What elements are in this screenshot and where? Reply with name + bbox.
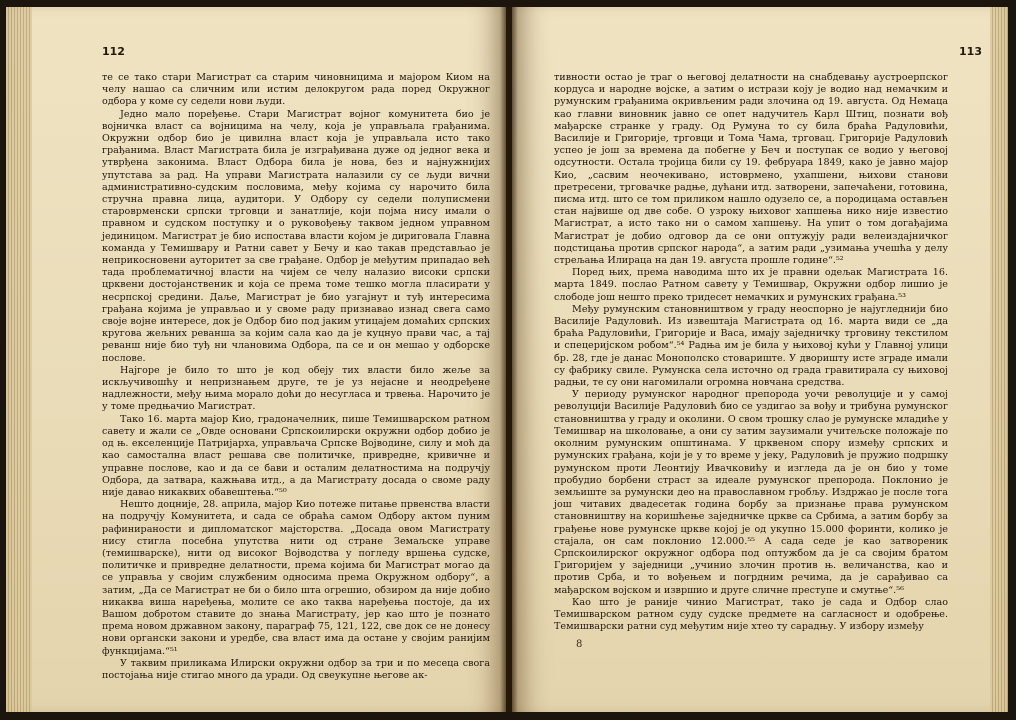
- paragraph: У таквим приликама Илирски окружни одбор за три и по месеца свога постојања није стигао много да уради. Од свеукупне његове ак-: [102, 657, 490, 681]
- paragraph: Тако 16. марта мајор Кио, градоначелник, пише Темишварском ратном савету и жали се „Овде основани Српскоилирски окружни одбор добио је од њ. екселенције Патријарха, управљача Српске Војводине, силу и моћ да као самостална власт решава све политичке, привредне, кривичне и управне послове, као и да се бави и осталим делатностима на подручју Одбора, да затвара, кажњава итд., а да Магистрату досада о своме раду није давао никаквих обавештења.“⁵⁰: [102, 413, 490, 498]
- signature-mark: 8: [576, 639, 583, 651]
- paragraph: Једно мало поређење. Стари Магистрат војног комунитета био је војничка власт са војницима на челу, која је управљала грађанима. Окружни одбор био је цивилна власт која је управљала исто тако грађанима. Власт Магистрата била је изграђивана дуже од једног века и утврђена законима. Власт Одбора била је нова, без и најнужнијих упутстава за рад. На управи Магистрата налазили су се људи вични административно-судским пословима, међу којима су нарочито била стручна правна лица, аудитори. У Одбору су седели полуписмени староврменски српски трговци и занатлије, који појма нису имали о правном и судском поступку и о руковођењу таквом једном управном јединицом. Магистрат је био испоставa власти којом је дириговала Главна команда у Темишвару и Ратни савет у Бечу и као такав представљао је неприкосновени ауторитет за све грађане. Одбор је међутим припадао већ тада проблематичној власти на чијем се челу налазио високи српски црквени достојанственик и која се према томе тешко могла пласирати у несрпској средини. Даље, Магистрат је био узгајнут и туђ интересима грађана којима је управљао и у своме раду признавао изнад свега само своје војне интересе, док је Одбор био под јаким утицајем домаћих српских кругова жељних реванша за којим сала као да је куцнуо прави час, а тај реванш није био туђ ни члановима Одбора, па се и он мешао у одборске послове.: [102, 108, 490, 364]
- paragraph: те се тако стари Магистрат са старим чиновницима и мајором Киом на челу нашао са сличним или истим делокругом рада поред Окружног одбора у коме су седели нови људи.: [102, 72, 490, 108]
- page-text: [102, 72, 490, 682]
- page-text: [554, 72, 948, 633]
- paragraph: Нешто доцније, 28. априла, мајор Кио потеже питање првенства власти на подручју Комунитета, и сада се обраћа самом Одбору актом пуним рафинираности и дипломатског мајсторства. „Досада овом Магистрату нису стигла посебна упутства нити од стране Земаљске управе (темишварске), нити од високог Војводства у погледу вршења судске, политичке и привредне делатности, према којима би Магистрат могао да се управља у својим службеним односима према Окружном одбору“, а затим, „Да се Магистрат не би о било шта огрешио, обзиром да није добио никаква виша наређења, молите се ако таква наређења постоје, да их Вашом добротом ставите до знања Магистрату, јер као што је познато према новом државном закону, параграф 75, 121, 122, све док се не донесу нови органски закони и уредбе, сва власт има да остане у својим ранијим функцијама.“⁵¹: [102, 499, 490, 657]
- paragraph: Поред њих, према наводима што их је правни одељак Магистрата 16. марта 1849. послао Ратном савету у Темишвар, Окружни одбор лишио је слободе још нешто преко тридесет немачких и румунских грађана.⁵³: [554, 267, 948, 303]
- paragraph: У периоду румунског народног препорода уочи револуције и у самој револуцији Василије Радуловић био се уздигао за вођу и трибуна румунског становништва у граду и околини. О свом трошку слао је румунске младиће у Темишвар на школовање, а они су затим заузимали учитељске положаје по околним румунским општинама. У црквеном спору између српских и румунских грађана, који је у то време у јеку, Радуловић је пружио подршку румунском проти Леонтију Ивачковићу и изгледа да је он био у томе пробудио борбени страст за идеале румунског препорода. Поклонио је земљиште за румунски део на православном гробљу. Издржао је после тога још читавих двадесетак година борбу за признање права румунском становништву на коришћење заједничке цркве са Србима, а затим борбу за грађење нове румунске цркве којој је од укупно 15.000 форинти, колико је стајала, он сам поклонио 12.000.⁵⁵ А сада седе је као затвореник Српскоилирског окружног одбора под оптужбом да је са својим братом Григоријем у заједници „учинио злочин против њ. величанства, као и против Срба, и то вођењем и погрдним речима, да је сарађивао са мађарском војском и извршио и друге сличне преступе и смутње“.⁵⁶: [554, 389, 948, 596]
- paragraph: Најгоре је било то што је код обеју тих власти било жеље за искључивошћу и непризнањем друге, те је уз нејасне и неодређене надлежности, међу њима морало доћи до несугласа и трвења. Нарочито је у томе предњачио Магистрат.: [102, 364, 490, 413]
- book-gutter: [500, 7, 518, 712]
- page-edges-right: [990, 7, 1008, 712]
- page-edges-left: [6, 7, 32, 712]
- paragraph: Међу румунским становништвом у граду неоспорно је најугледнији био Василије Радуловић. Из извештаја Магистрата од 16. марта види се „да браћа Радуловићи, Григорије и Васа, имају заједничку трговину текстилом и спецеријском робом“.⁵⁴ Радња им је била у њиховој кући у Главној улици бр. 28, где је данас Монополско стовариште. У дворишту исте зграде имали су фабрику свиле. Румунска села источно од града гравитирала су њиховој радњи, те су они нагомилали огромна новчана средства.: [554, 303, 948, 389]
- page-number: 112: [102, 45, 125, 58]
- paragraph: тивности остао је траг о његовој делатности на снабдевању аустроерпског кордуса и народне војске, а затим о истрази коју је водио над немачким и румунским грађанима окривљеним ради злочина од 19. августа. Од Немаца као главни виновник јавно се опет надучитељ Карл Штиц, познати вођ мађарске странке у граду. Од Румуна то су била браћа Радуловићи, Василије и Григорије, трговци и Тома Чама, трговац. Григорије Радуловић успео је још за времена да побегне у Беч и поступак се водио у његовој одсутности. Остала тројица били су 19. фебруара 1849, како је јавно мајор Кио, „сасвим неочекивано, истоврмено, ухапшени, њихови станови претресени, трговачке радње, дућани итд. затворени, запечаћени, готовина, писма итд. што се том приликом нашло одузело се, а породицама остављен стан највише од две собе. О узроку њиховог хапшења нико није известио Магистрат, а исто тако ни о самом хапшењу. На упит о том догађајима Магистрат је добио одговор да се они оптужују ради велеиздајничког подстицања против српског народа“, а затим ради „узимања учешћа у делу стрељања Илираца на дан 19. августа прошле године“.⁵²: [554, 72, 948, 267]
- paragraph: Као што је раније чинио Магистрат, тако је сада и Одбор слао Темишварском ратном суду судске предмете на сагласност и одобрење. Темишварски ратни суд међутим није хтео ту сарадњу. У избору између: [554, 596, 948, 633]
- right-page: [512, 7, 1008, 712]
- left-page: [6, 7, 506, 712]
- page-number: 113: [959, 45, 982, 58]
